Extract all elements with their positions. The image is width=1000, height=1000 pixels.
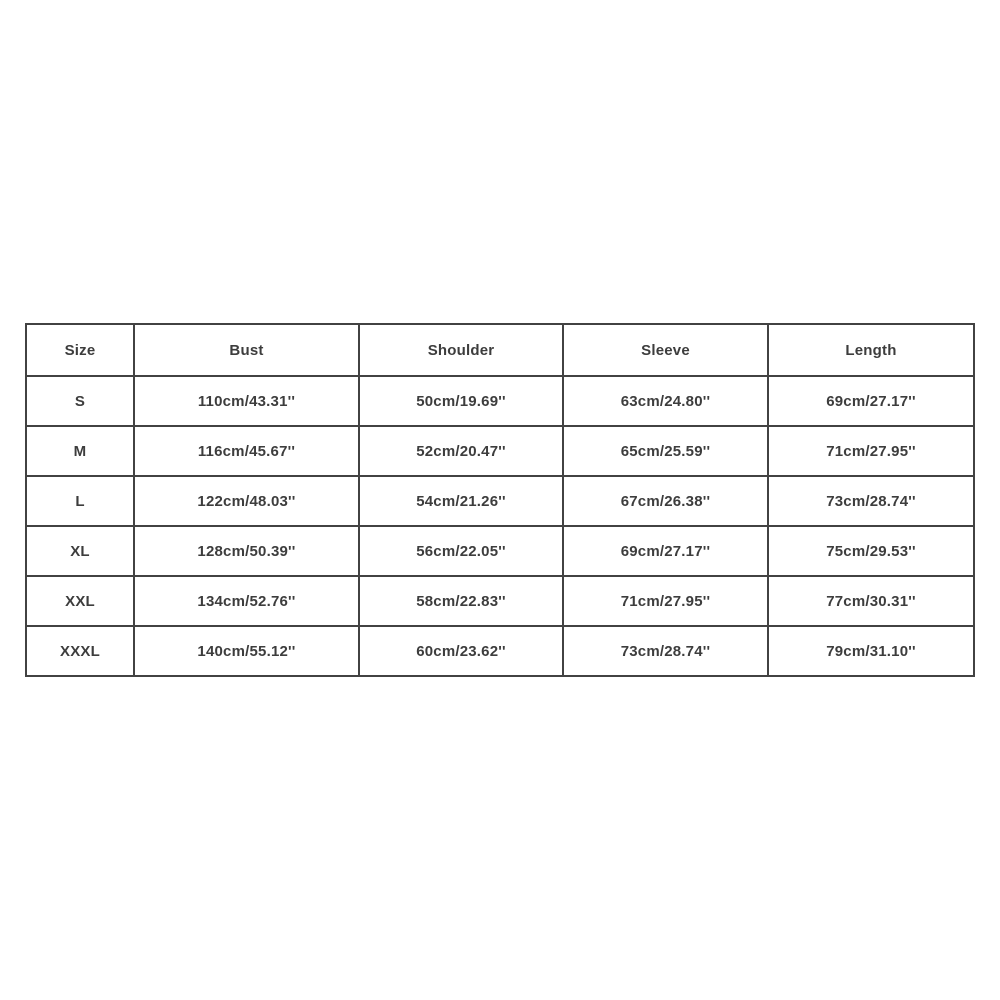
header-shoulder: Shoulder [359, 324, 563, 376]
size-cell: L [26, 476, 134, 526]
shoulder-cell: 50cm/19.69'' [359, 376, 563, 426]
shoulder-cell: 58cm/22.83'' [359, 576, 563, 626]
table-row [26, 426, 974, 476]
length-cell: 69cm/27.17'' [768, 376, 974, 426]
sleeve-cell: 63cm/24.80'' [563, 376, 768, 426]
size-chart-table [25, 323, 975, 677]
table-row [26, 476, 974, 526]
table-row [26, 626, 974, 676]
table-header-row [26, 324, 974, 376]
header-size: Size [26, 324, 134, 376]
size-cell: XXL [26, 576, 134, 626]
length-cell: 79cm/31.10'' [768, 626, 974, 676]
sleeve-cell: 69cm/27.17'' [563, 526, 768, 576]
table-row [26, 376, 974, 426]
bust-cell: 128cm/50.39'' [134, 526, 359, 576]
size-cell: XXXL [26, 626, 134, 676]
shoulder-cell: 60cm/23.62'' [359, 626, 563, 676]
shoulder-cell: 56cm/22.05'' [359, 526, 563, 576]
bust-cell: 134cm/52.76'' [134, 576, 359, 626]
sleeve-cell: 65cm/25.59'' [563, 426, 768, 476]
sleeve-cell: 73cm/28.74'' [563, 626, 768, 676]
bust-cell: 110cm/43.31'' [134, 376, 359, 426]
bust-cell: 116cm/45.67'' [134, 426, 359, 476]
shoulder-cell: 54cm/21.26'' [359, 476, 563, 526]
shoulder-cell: 52cm/20.47'' [359, 426, 563, 476]
sleeve-cell: 71cm/27.95'' [563, 576, 768, 626]
bust-cell: 122cm/48.03'' [134, 476, 359, 526]
bust-cell: 140cm/55.12'' [134, 626, 359, 676]
size-cell: XL [26, 526, 134, 576]
table-row [26, 526, 974, 576]
table-row [26, 576, 974, 626]
header-sleeve: Sleeve [563, 324, 768, 376]
length-cell: 71cm/27.95'' [768, 426, 974, 476]
length-cell: 73cm/28.74'' [768, 476, 974, 526]
header-bust: Bust [134, 324, 359, 376]
header-length: Length [768, 324, 974, 376]
size-cell: S [26, 376, 134, 426]
size-cell: M [26, 426, 134, 476]
sleeve-cell: 67cm/26.38'' [563, 476, 768, 526]
length-cell: 75cm/29.53'' [768, 526, 974, 576]
length-cell: 77cm/30.31'' [768, 576, 974, 626]
